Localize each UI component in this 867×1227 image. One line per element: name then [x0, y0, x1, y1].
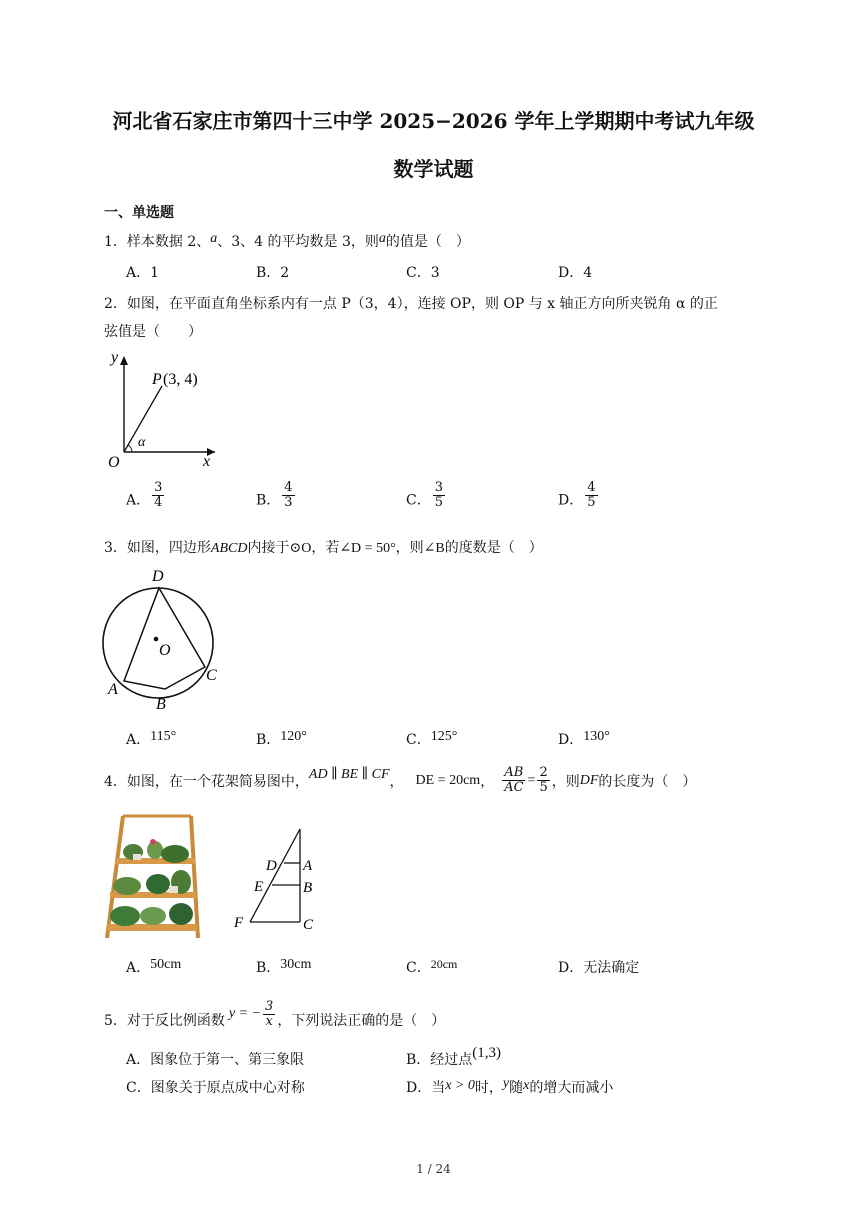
point-p-label: P — [152, 371, 162, 388]
quadrilateral-abcd — [124, 588, 205, 689]
q4-text-c: 的长度为（ ） — [598, 773, 697, 790]
page-number: 1 / 24 — [416, 1162, 451, 1176]
q5-option-c: C．图象关于原点成中心对称 — [126, 1080, 305, 1096]
q2-option-a-num: 3 — [154, 480, 163, 495]
q5-option-b — [406, 1045, 502, 1069]
q3-text-b: 内接于 — [247, 540, 290, 556]
q3-circle-figure — [98, 563, 228, 715]
q4-frac2-num: 2 — [539, 765, 548, 780]
q2-option-d-den: 5 — [587, 495, 596, 510]
y-axis-arrow — [120, 356, 128, 365]
q4-df: DF — [579, 772, 599, 788]
q3-option-b — [256, 729, 307, 749]
doc-title-line2: 数学试题 — [393, 157, 474, 181]
q5-func-den: x — [265, 1013, 273, 1029]
q3-circle-o: ⊙O — [289, 541, 312, 556]
q5-option-d-a: D．当 — [406, 1080, 446, 1096]
q2-option-b-den: 3 — [284, 495, 293, 510]
question-3 — [104, 537, 543, 557]
q5-option-b-text: B．经过点 — [406, 1052, 473, 1068]
q3-angle-b: ∠B — [423, 541, 445, 556]
q1-option-a: A．1 — [126, 265, 160, 281]
q2-coordinate-figure — [100, 348, 230, 473]
q4-trellis-figure — [230, 825, 330, 937]
q4-text-a: 4．如图，在一个花架简易图中， — [104, 773, 309, 790]
q3-option-a — [126, 729, 176, 749]
question-1 — [104, 231, 470, 251]
q5-text-b: ，下列说法正确的是（ ） — [277, 1013, 446, 1029]
q2-option-d — [558, 480, 600, 515]
q3-option-a-value: 115° — [150, 729, 177, 744]
question-5 — [104, 989, 445, 1039]
q3-option-d-label: D． — [558, 732, 584, 748]
q2-option-c-label: C． — [406, 492, 431, 509]
q4-frac-num: AB — [504, 765, 524, 780]
q1-var-a: a — [210, 231, 218, 246]
q2-option-c-den: 5 — [434, 495, 443, 510]
q4-option-b-value: 30cm — [280, 957, 312, 972]
doc-title-line1: 河北省石家庄市第四十三中学 2025−2026 学年上学期期中考试九年级 — [112, 109, 755, 133]
q3-option-c-label: C． — [406, 732, 431, 748]
label-e: E — [254, 879, 264, 895]
q2-option-c-num: 3 — [434, 480, 443, 495]
q4-option-a — [126, 957, 181, 977]
question-2-line2: 弦值是（ ） — [104, 324, 202, 340]
alpha-label: α — [138, 435, 146, 450]
label-f: F — [234, 915, 244, 931]
label-o: O — [159, 642, 171, 659]
q5-option-d-b: 时， — [474, 1080, 503, 1096]
q3-text-c: ，若 — [311, 540, 340, 556]
q3-option-d — [558, 729, 610, 749]
label-d: D — [266, 858, 277, 874]
q5-option-a: A．图象位于第一、第三象限 — [126, 1052, 305, 1068]
q4-comma1: ， — [389, 773, 404, 790]
q5-option-d-cond: x > 0 — [445, 1078, 475, 1093]
q4-option-b — [256, 957, 311, 977]
q4-option-a-value: 50cm — [150, 957, 182, 972]
q4-option-d-value: 无法确定 — [583, 960, 640, 976]
q4-option-d — [558, 957, 639, 977]
q2-option-a-label: A． — [126, 492, 151, 509]
q5-option-d-d: 的增大而减小 — [529, 1080, 614, 1096]
q2-option-d-label: D． — [558, 492, 584, 509]
q3-option-b-label: B． — [256, 732, 281, 748]
q3-option-b-value: 120° — [280, 729, 307, 744]
q4-option-c — [406, 957, 457, 977]
q1-text-b: 、3、4 的平均数是 3，则 — [217, 234, 379, 250]
circle-o — [103, 588, 213, 698]
section-heading: 一、单选题 — [104, 205, 174, 221]
q4-option-d-label: D． — [558, 960, 584, 976]
y-label: y — [111, 349, 119, 366]
q4-frac-den: AC — [504, 780, 524, 795]
origin-label: O — [108, 454, 120, 471]
q3-angle-d: ∠D = 50° — [339, 541, 396, 556]
question-4 — [104, 766, 696, 795]
q3-abcd: ABCD — [210, 541, 248, 556]
q2-option-c — [406, 480, 447, 515]
q5-func-lhs: y = − — [228, 1006, 262, 1021]
center-dot — [154, 637, 159, 642]
q5-option-d-x: x — [523, 1078, 530, 1093]
label-a: A — [108, 681, 118, 698]
q4-eq: = — [527, 772, 536, 788]
q2-option-b-num: 4 — [284, 480, 293, 495]
q5-option-d-c: 随 — [509, 1080, 524, 1096]
q1-text-a: 1．样本数据 2、 — [104, 234, 211, 250]
q4-frac2-den: 5 — [539, 780, 548, 795]
q4-option-c-value: 20cm — [430, 957, 458, 971]
q4-option-a-label: A． — [126, 960, 151, 976]
q2-option-d-num: 4 — [587, 480, 596, 495]
q2-option-b — [256, 480, 297, 515]
q3-text-a: 3．如图，四边形 — [104, 540, 211, 556]
q5-option-d — [406, 1077, 613, 1097]
label-a: A — [303, 858, 313, 874]
q3-option-a-label: A． — [126, 732, 151, 748]
slanted-post — [250, 829, 300, 922]
q1-option-d: D．4 — [558, 265, 593, 281]
flower-stand-photo — [103, 812, 203, 944]
q3-text-d: ，则 — [395, 540, 424, 556]
angle-alpha-arc — [128, 445, 132, 452]
q4-comma2: ， — [480, 773, 495, 790]
q1-option-c: C．3 — [406, 265, 440, 281]
question-2-line1: 2．如图，在平面直角坐标系内有一点 P（3，4），连接 OP，则 OP 与 x 轴正方向所夹锐角 α 的正 — [104, 296, 718, 312]
q5-func-num: 3 — [265, 998, 274, 1014]
q2-option-a — [126, 480, 166, 515]
q3-option-c — [406, 729, 457, 749]
q4-option-b-label: B． — [256, 960, 281, 976]
label-c: C — [206, 667, 217, 684]
q1-text-c: 的值是（ ） — [385, 234, 470, 250]
q4-parallel: AD ∥ BE ∥ CF — [308, 767, 390, 782]
q5-option-b-point: (1,3) — [472, 1045, 502, 1061]
q5-text-a: 5．对于反比例函数 — [104, 1013, 225, 1029]
label-b: B — [303, 880, 313, 896]
point-p-coord: (3, 4) — [163, 371, 198, 388]
q3-option-c-value: 125° — [430, 729, 458, 744]
q5-option-d-y: y — [502, 1076, 510, 1091]
q2-option-b-label: B． — [256, 492, 281, 509]
q3-text-e: 的度数是（ ） — [444, 540, 543, 556]
x-label: x — [203, 453, 211, 470]
q4-option-c-label: C． — [406, 960, 431, 976]
q2-option-a-den: 4 — [154, 495, 163, 510]
q4-de: DE = 20cm — [415, 772, 481, 788]
label-b: B — [156, 696, 166, 713]
label-d: D — [152, 568, 164, 585]
q1-option-b: B．2 — [256, 265, 290, 281]
q3-option-d-value: 130° — [583, 729, 610, 744]
q1-var-b: a — [378, 231, 386, 246]
label-c: C — [303, 917, 314, 933]
q4-text-b: ，则 — [551, 773, 580, 790]
